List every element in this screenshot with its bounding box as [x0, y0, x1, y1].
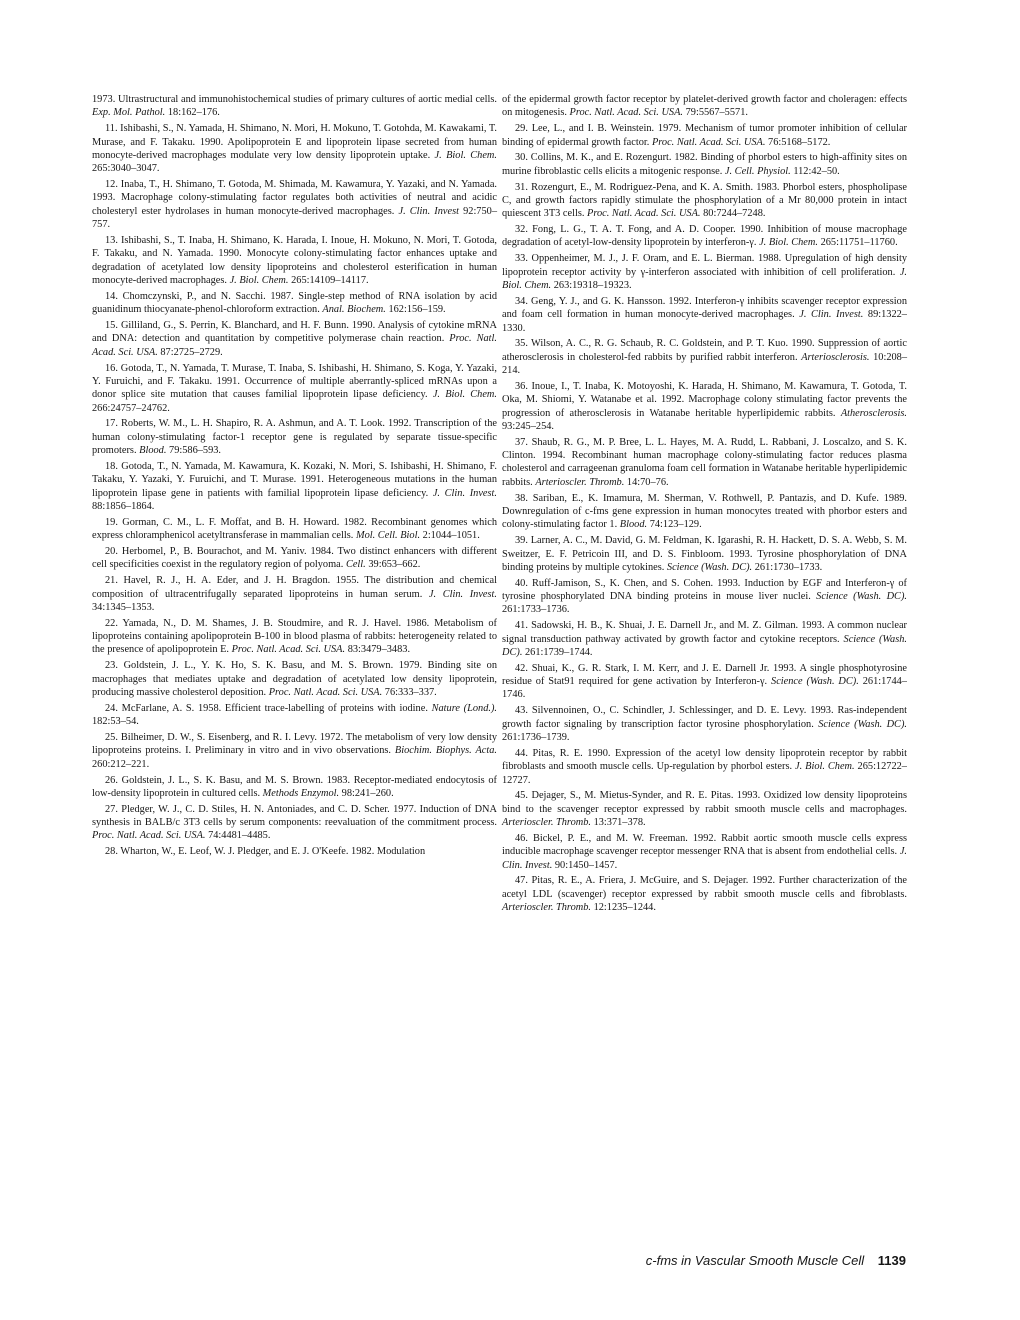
reference-entry: [502, 704, 907, 744]
reference-citation: 89:1322–1330.: [502, 309, 907, 334]
reference-entry: [502, 151, 907, 178]
reference-number: 34.: [515, 295, 528, 307]
reference-citation: 265:11751–11760.: [820, 237, 898, 249]
references-right-column: [502, 93, 907, 917]
reference-citation: 93:245–254.: [502, 420, 555, 432]
reference-entry: [502, 337, 907, 377]
reference-citation: 98:241–260.: [341, 787, 394, 799]
reference-text: Bilheimer, D. W., S. Eisenberg, and R. I. Levy. 1972. The metabolism of very low density lipoproteins proteins. I. Preliminary in vitro and in vivo observations.: [92, 731, 497, 757]
reference-text: Sadowski, H. B., K. Shuai, J. E. Darnell Jr., and M. Z. Gilman. 1993. A common nuclear signal transduction pathway activated by growth factor and cytokine receptors.: [502, 620, 907, 645]
reference-number: 44.: [515, 747, 528, 759]
reference-text: Lee, L., and I. B. Weinstein. 1979. Mechanism of tumor promoter inhibition of cellular binding of epidermal growth factor.: [502, 123, 907, 148]
reference-citation: 182:53–54.: [92, 716, 139, 728]
reference-journal: J. Clin. Invest.: [432, 487, 497, 499]
reference-journal: Anal. Biochem.: [322, 304, 386, 316]
reference-text: Wilson, A. C., R. G. Schaub, R. C. Goldstein, and P. T. Kuo. 1990. Suppression of aortic atherosclerosis in cholesterol-fed rabbits by purified rabbit interferon.: [502, 338, 907, 363]
reference-text: Inoue, I., T. Inaba, K. Motoyoshi, K. Harada, H. Shimano, M. Kawamura, T. Gotoda, T. Oka, M. Shiomi, Y. Watanabe et al. 1992. Macrophage colony stimulating factor prevents the progression of atherosclerosis in Watanabe heritable hyperlipidemic rabbits.: [502, 380, 907, 419]
reference-journal: Atherosclerosis.: [840, 407, 907, 419]
reference-number: 40.: [515, 577, 528, 589]
reference-citation: 74:4481–4485.: [208, 830, 271, 842]
reference-number: 16.: [105, 362, 118, 374]
reference-citation: 74:123–129.: [649, 519, 702, 531]
reference-number: 47.: [515, 875, 528, 887]
reference-citation: 112:42–50.: [793, 165, 840, 177]
reference-text: Chomczynski, P., and N. Sacchi. 1987. Single-step method of RNA isolation by acid guanidinum thiocyanate-phenol-chloroform extraction.: [92, 290, 497, 316]
reference-number: 38.: [515, 492, 528, 504]
reference-number: 41.: [515, 620, 528, 632]
reference-number: 30.: [515, 152, 528, 164]
reference-text: Rozengurt, E., M. Rodriguez-Pena, and K. A. Smith. 1983. Phorbol esters, phospholipase C, and growth factors rapidly stimulate the phosphorylation of a Mr 80,000 protein in intact quiescent 3T3 cells.: [502, 181, 908, 220]
reference-text: Larner, A. C., M. David, G. M. Feldman, K. Igarashi, R. H. Hackett, D. S. A. Webb, S. M. Sweitzer, E. F. Petricoin III, and D. S. Finbloom. 1993. Tyrosine phosphorylation of DNA binding proteins by multiple cytokines.: [502, 535, 907, 573]
reference-journal: J. Biol. Chem.: [759, 237, 818, 249]
reference-journal: Proc. Natl. Acad. Sci. USA.: [92, 830, 206, 842]
reference-entry: [502, 436, 907, 489]
reference-number: 36.: [515, 380, 528, 392]
reference-journal: Blood.: [619, 519, 648, 531]
reference-number: 12.: [105, 179, 118, 191]
reference-journal: Proc. Natl. Acad. Sci. USA.: [569, 107, 684, 119]
reference-journal: J. Biol. Chem.: [432, 389, 497, 401]
reference-citation: 14:70–76.: [626, 476, 669, 488]
reference-number: 21.: [105, 575, 118, 587]
reference-number: 14.: [105, 290, 118, 302]
reference-number: 26.: [105, 774, 118, 786]
reference-text: Ishibashi, S., N. Yamada, H. Shimano, N. Mori, H. Mokuno, T. Gotohda, M. Kawakami, T. Murase, and F. Takaku. 1990. Apolipoprotein E and lipoprotein lipase secreted from human monocyte-derived macrophages modulate very low density lipoprotein uptake.: [92, 123, 497, 161]
reference-entry: [92, 417, 497, 457]
reference-number: 15.: [105, 320, 118, 331]
reference-journal: J. Cell. Physiol.: [724, 165, 791, 177]
reference-entry: [502, 789, 907, 829]
reference-text: Goldstein, J. L., S. K. Basu, and M. S. Brown. 1983. Receptor-mediated endocytosis of low-density lipoprotein in cultured cells.: [92, 774, 497, 799]
running-title: c-fms in Vascular Smooth Muscle Cell: [645, 1253, 865, 1268]
reference-number: 46.: [515, 832, 528, 844]
reference-entry: [92, 93, 497, 120]
reference-text: Fong, L. G., T. A. T. Fong, and A. D. Cooper. 1990. Inhibition of mouse macrophage degradation of acetyl-low-density lipoprotein by interferon-γ.: [502, 224, 907, 249]
reference-journal: Science (Wash. DC).: [818, 718, 907, 730]
reference-text: Gilliland, G., S. Perrin, K. Blanchard, and H. F. Bunn. 1990. Analysis of cytokine mRNA and DNA: detection and quantitation by competitive polymerase chain reaction.: [92, 320, 497, 345]
reference-number: 33.: [515, 253, 528, 265]
reference-text: Ruff-Jamison, S., K. Chen, and S. Cohen. 1993. Induction by EGF and Interferon-γ of tyrosine phosphorylated DNA binding proteins in mouse liver nuclei.: [502, 577, 907, 603]
reference-text: Sariban, E., K. Imamura, M. Sherman, V. Rothwell, P. Pantazis, and D. Kufe. 1989. Downregulation of c-fms gene expression in human monocytes treated with phorbor esters and colony-stimulating factor 1.: [502, 492, 907, 531]
reference-citation: 80:7244–7248.: [703, 208, 766, 220]
reference-journal: Science (Wash. DC).: [771, 676, 859, 688]
reference-journal: J. Biol. Chem.: [434, 149, 497, 161]
reference-entry: [502, 534, 907, 574]
reference-text: Dejager, S., M. Mietus-Synder, and R. E. Pitas. 1993. Oxidized low density lipoproteins bind to the scavenger receptor expressed by rabbit smooth muscle cells and macrophages.: [502, 790, 907, 815]
reference-number: 22.: [105, 617, 118, 629]
reference-number: 45.: [515, 790, 528, 802]
reference-entry: [502, 619, 907, 659]
reference-journal: Science (Wash. DC).: [666, 561, 753, 573]
reference-journal: Blood.: [139, 445, 167, 457]
reference-entry: [92, 845, 497, 858]
reference-entry: [92, 803, 497, 843]
page-footer: [646, 1253, 906, 1268]
reference-citation: 92:750–757.: [92, 205, 497, 231]
reference-journal: Mol. Cell. Biol.: [355, 530, 421, 542]
reference-entry: [92, 774, 497, 801]
reference-citation: 39:653–662.: [368, 559, 421, 571]
reference-number: 27.: [105, 803, 118, 815]
reference-number: 24.: [105, 702, 118, 714]
reference-citation: 76:333–337.: [384, 686, 437, 698]
reference-citation: 261:1730–1733.: [754, 561, 823, 573]
reference-journal: Science (Wash. DC).: [502, 633, 908, 658]
reference-journal: Arteriosclerosis.: [801, 351, 870, 363]
reference-entry: [92, 460, 497, 513]
reference-entry: [92, 617, 497, 657]
reference-journal: J. Clin. Invest: [398, 205, 459, 217]
reference-citation: 12:1235–1244.: [593, 902, 656, 914]
reference-text: Geng, Y. J., and G. K. Hansson. 1992. Interferon-γ inhibits scavenger receptor expression and foam cell formation in human monocyte-derived macrophages.: [502, 295, 907, 321]
reference-entry: [502, 747, 907, 787]
reference-citation: 34:1345–1353.: [92, 601, 155, 613]
reference-number: 25.: [105, 731, 118, 743]
reference-journal: Nature (Lond.).: [431, 702, 497, 714]
reference-citation: 79:586–593.: [169, 445, 222, 457]
reference-entry: [502, 252, 907, 292]
reference-journal: Arterioscler. Thromb.: [502, 817, 591, 829]
reference-journal: Science (Wash. DC).: [816, 591, 907, 603]
reference-text: Silvennoinen, O., C. Schindler, J. Schlessinger, and D. E. Levy. 1993. Ras-independent growth factor signaling by transcription factor tyrosine phosphorylation.: [502, 705, 907, 730]
reference-entry: [502, 832, 907, 872]
reference-entry: [92, 290, 497, 317]
references-left-column: [92, 93, 497, 861]
reference-text: Inaba, T., H. Shimano, T. Gotoda, M. Shimada, M. Kawamura, Y. Yazaki, and N. Yamada. 1993. Macrophage colony-stimulating factor regulates both activities of neutral and acidic cholesteryl ester hydrolases in human monocyte-derived macrophages.: [92, 179, 497, 217]
reference-journal: Biochim. Biophys. Acta.: [394, 745, 497, 757]
reference-text: Gotoda, T., N. Yamada, M. Kawamura, K. Kozaki, N. Mori, S. Ishibashi, H. Shimano, F. Takaku, Y. Yazaki, Y. Furuichi, and T. Murase. 1991. Heterogeneous mutations in the human lipoprotein lipase gene in patients with familial lipoprotein lipase deficiency.: [92, 460, 498, 499]
reference-journal: Methods Enzymol.: [262, 787, 340, 799]
reference-citation: 87:2725–2729.: [160, 346, 223, 358]
reference-citation: 266:24757–24762.: [92, 402, 170, 414]
reference-text: Pledger, W. J., C. D. Stiles, H. N. Antoniades, and C. D. Scher. 1977. Induction of DNA synthesis in BALB/c 3T3 cells by serum components: reevaluation of the commitment process.: [92, 803, 497, 829]
reference-entry: [92, 574, 497, 614]
reference-text: of the epidermal growth factor receptor by platelet-derived growth factor and choleragen: effects on mitogenesis.: [502, 94, 907, 119]
reference-number: 29.: [515, 123, 528, 135]
reference-text: Pitas, R. E. 1990. Expression of the acetyl low density lipoprotein receptor by rabbit fibroblasts and smooth muscle cells. Up-regulation by phorbol esters.: [502, 747, 907, 773]
reference-text: Wharton, W., E. Leof, W. J. Pledger, and E. J. O'Keefe. 1982. Modulation: [120, 846, 426, 858]
reference-citation: 261:1733–1736.: [502, 604, 570, 616]
reference-number: 20.: [105, 546, 118, 557]
reference-number: 42.: [515, 662, 528, 674]
reference-number: 28.: [105, 846, 118, 858]
reference-entry: [502, 380, 907, 433]
reference-text: Yamada, N., D. M. Shames, J. B. Stoudmire, and R. J. Havel. 1986. Metabolism of lipoproteins containing apolipoprotein B-100 in blood plasma of rabbits: heterogeneity related to the presence of apolipoprotein E.: [92, 617, 497, 656]
reference-text: Oppenheimer, M. J., J. F. Oram, and E. L. Bierman. 1988. Upregulation of high density lipoprotein receptor activity by γ-interferon associated with inhibition of cell proliferation.: [502, 253, 907, 278]
reference-journal: Proc. Natl. Acad. Sci. USA.: [651, 136, 766, 148]
reference-entry: [502, 122, 907, 149]
reference-text: Pitas, R. E., A. Friera, J. McGuire, and S. Dejager. 1992. Further characterization of the acetyl LDL (scavenger) receptor expressed by rabbit smooth muscle cells and fibroblasts.: [502, 875, 907, 900]
reference-citation: 261:1744–1746.: [502, 676, 907, 701]
reference-text: Gotoda, T., N. Yamada, T. Murase, T. Inaba, S. Ishibashi, H. Shimano, S. Koga, Y. Yazaki, Y. Furuichi, and F. Takaku. 1991. Occurrence of multiple aberrantly-spliced mRNAs upon a donor splice site mutation that causes familial lipoprotein lipase deficiency.: [92, 362, 497, 401]
reference-entry: [502, 874, 907, 914]
reference-text: Shuai, K., G. R. Stark, I. M. Kerr, and J. E. Darnell Jr. 1993. A single phosphotyrosine residue of Stat91 required for gene activation by Interferon-γ.: [502, 662, 907, 688]
reference-number: 31.: [515, 181, 528, 193]
reference-citation: 265:3040–3047.: [92, 163, 160, 175]
reference-number: 19.: [105, 516, 118, 528]
reference-text: McFarlane, A. S. 1958. Efficient trace-labelling of proteins with iodine.: [121, 702, 428, 714]
reference-citation: 90:1450–1457.: [554, 859, 618, 871]
reference-entry: [502, 295, 907, 335]
reference-journal: Proc. Natl. Acad. Sci. USA.: [587, 208, 701, 220]
reference-entry: [92, 545, 497, 572]
reference-journal: J. Clin. Invest.: [799, 309, 864, 321]
reference-number: 37.: [515, 436, 528, 448]
reference-journal: J. Clin. Invest.: [502, 846, 907, 871]
reference-journal: Proc. Natl. Acad. Sci. USA.: [231, 644, 346, 656]
reference-journal: Exp. Mol. Pathol.: [92, 107, 166, 119]
reference-number: 35.: [515, 338, 528, 350]
reference-citation: 88:1856–1864.: [92, 500, 155, 512]
reference-citation: 2:1044–1051.: [422, 530, 480, 542]
reference-citation: 263:19318–19323.: [553, 279, 632, 291]
reference-number: 17.: [105, 418, 118, 430]
reference-entry: [92, 362, 497, 415]
reference-number: 43.: [515, 705, 528, 717]
reference-entry: [502, 662, 907, 702]
reference-text: Bickel, P. E., and M. W. Freeman. 1992. Rabbit aortic smooth muscle cells express inducible macrophage scavenger receptor messenger RNA that is absent from endothelial cells.: [502, 832, 907, 858]
reference-text: Roberts, W. M., L. H. Shapiro, R. A. Ashmun, and A. T. Look. 1992. Transcription of the human colony-stimulating factor-1 receptor gene is regulated by separate tissue-specific promoters.: [92, 418, 497, 457]
reference-journal: Arterioscler. Thromb.: [535, 476, 625, 488]
reference-journal: J. Biol. Chem.: [502, 266, 907, 291]
reference-text: Herbomel, P., B. Bourachot, and M. Yaniv. 1984. Two distinct enhancers with different cell specificities coexist in the regulatory region of polyoma.: [92, 546, 497, 571]
reference-citation: 79:5567–5571.: [685, 107, 748, 119]
reference-entry: [502, 492, 907, 532]
reference-citation: 265:12722–12727.: [502, 761, 907, 786]
reference-text: Goldstein, J. L., Y. K. Ho, S. K. Basu, and M. S. Brown. 1979. Binding site on macrophages that mediates uptake and degradation of acetylated low density lipoprotein, producing massive cholesterol deposition.: [92, 660, 497, 698]
reference-journal: J. Biol. Chem.: [795, 761, 855, 773]
reference-entry: [92, 319, 497, 359]
reference-entry: [92, 702, 497, 729]
reference-citation: 162:156–159.: [388, 304, 446, 316]
reference-entry: [502, 577, 907, 617]
reference-text: Collins, M. K., and E. Rozengurt. 1982. Binding of phorbol esters to high-affinity sites on murine fibroblastic cells elicits a mitogenic response.: [502, 152, 907, 177]
reference-number: 11.: [105, 123, 118, 135]
reference-number: 39.: [515, 535, 528, 547]
reference-citation: 260:212–221.: [92, 758, 150, 770]
reference-citation: 10:208–214.: [502, 351, 908, 377]
reference-citation: 83:3479–3483.: [347, 644, 411, 656]
reference-number: 23.: [105, 660, 118, 672]
reference-entry: [92, 659, 497, 699]
reference-text: Havel, R. J., H. A. Eder, and J. H. Bragdon. 1955. The distribution and chemical composition of ultracentrifugally separated lipoproteins in human serum.: [92, 575, 497, 600]
reference-text: 1973. Ultrastructural and immunohistochemical studies of primary cultures of aortic medial cells.: [92, 94, 497, 105]
reference-journal: J. Clin. Invest.: [428, 588, 497, 600]
reference-citation: 18:162–176.: [167, 107, 220, 119]
reference-journal: Cell.: [345, 559, 366, 571]
page-number: 1139: [877, 1253, 906, 1268]
reference-entry: [92, 178, 497, 231]
reference-entry: [502, 181, 907, 221]
reference-text: Ishibashi, S., T. Inaba, H. Shimano, K. Harada, I. Inoue, H. Mokuno, N. Mori, T. Gotoda, F. Takaku, and N. Yamada. 1990. Monocyte colony-stimulating factor enhances uptake and degradation of acetylated low density lipoproteins and cholesterol esterification in human monocyte-derived macrophages.: [92, 234, 497, 286]
reference-citation: 265:14109–14117.: [291, 274, 369, 286]
reference-entry: [502, 223, 907, 250]
reference-entry: [92, 731, 497, 771]
reference-citation: 13:371–378.: [593, 817, 646, 829]
reference-journal: Arterioscler. Thromb.: [502, 902, 591, 914]
reference-journal: Proc. Natl. Acad. Sci. USA.: [268, 686, 383, 698]
reference-number: 13.: [105, 234, 118, 246]
reference-citation: 76:5168–5172.: [768, 136, 831, 148]
reference-text: Gorman, C. M., L. F. Moffat, and B. H. Howard. 1982. Recombinant genomes which express chloramphenicol acetyltransferase in mammalian cells.: [92, 516, 497, 542]
reference-entry: [502, 93, 907, 120]
reference-number: 32.: [515, 224, 528, 236]
reference-entry: [92, 516, 497, 543]
reference-journal: Proc. Natl. Acad. Sci. USA.: [92, 333, 497, 358]
reference-entry: [92, 234, 497, 287]
reference-citation: 261:1736–1739.: [502, 731, 570, 743]
reference-journal: J. Biol. Chem.: [229, 274, 289, 286]
reference-number: 18.: [105, 460, 118, 472]
reference-citation: 261:1739–1744.: [525, 646, 593, 658]
reference-text: Shaub, R. G., M. P. Bree, L. L. Hayes, M. A. Rudd, L. Rabbani, J. Loscalzo, and S. K. Clinton. 1994. Recombinant human macrophage colony-stimulating factor reduces plasma cholesterol and carrageenan granuloma foam cell formation in Watanabe heritable hyperlipidemic rabbits.: [502, 436, 907, 488]
reference-entry: [92, 122, 497, 175]
